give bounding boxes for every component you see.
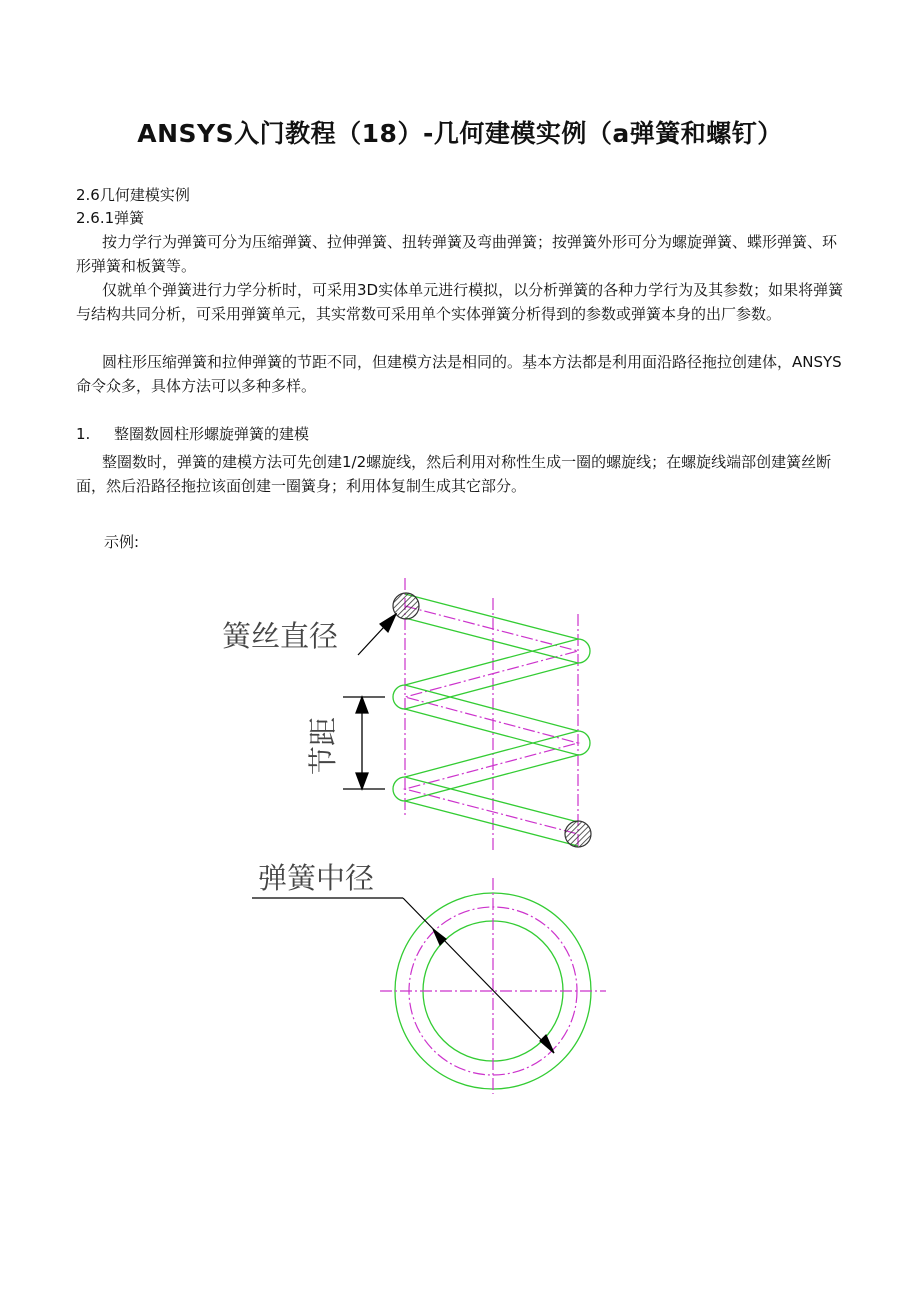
mean-diameter-label: 弹簧中径 [258, 861, 375, 895]
subsection-heading: 2.6.1弹簧 [76, 209, 145, 227]
paragraph-full-turn-modeling: 整圈数时，弹簧的建模方法可先创建1/2螺旋线，然后利用对称性生成一圈的螺旋线；在螺旋线端部创建簧丝断面，然后沿路径拖拉该面创建一圈簧身；利用体复制生成其它部分。 [76, 453, 832, 495]
document-title: ANSYS入门教程（18）-几何建模实例（a弹簧和螺钉） [137, 119, 783, 148]
list-item-number: 1. [76, 425, 91, 443]
example-label: 示例: [104, 533, 140, 551]
wire-cross-section-top [393, 593, 419, 619]
spring-plan-view [380, 878, 606, 1094]
section-heading: 2.6几何建模实例 [76, 186, 190, 204]
paragraph-solid-analysis: 仅就单个弹簧进行力学分析时，可采用3D实体单元进行模拟，以分析弹簧的各种力学行为及其参数；如果将弹簧与结构共同分析，可采用弹簧单元，其实常数可采用单个实体弹簧分析得到的参数或弹簧本身的出厂参数。 [76, 281, 844, 323]
paragraph-modeling-method: 圆柱形压缩弹簧和拉伸弹簧的节距不同，但建模方法是相同的。基本方法都是利用面沿路径拖拉创建体，ANSYS命令众多，具体方法可以多种多样。 [76, 353, 842, 395]
list-item-heading: 整圈数圆柱形螺旋弹簧的建模 [114, 425, 310, 443]
paragraph-spring-types: 按力学行为弹簧可分为压缩弹簧、拉伸弹簧、扭转弹簧及弯曲弹簧；按弹簧外形可分为螺旋弹簧、蝶形弹簧、环形弹簧和板簧等。 [76, 233, 838, 275]
pitch-dimension [343, 697, 385, 789]
spring-centerlines [405, 578, 578, 852]
wire-diameter-leader [358, 614, 396, 655]
wire-cross-section-bottom [565, 821, 591, 847]
wire-diameter-label: 簧丝直径 [222, 619, 339, 653]
pitch-label: 节距 [306, 716, 340, 775]
